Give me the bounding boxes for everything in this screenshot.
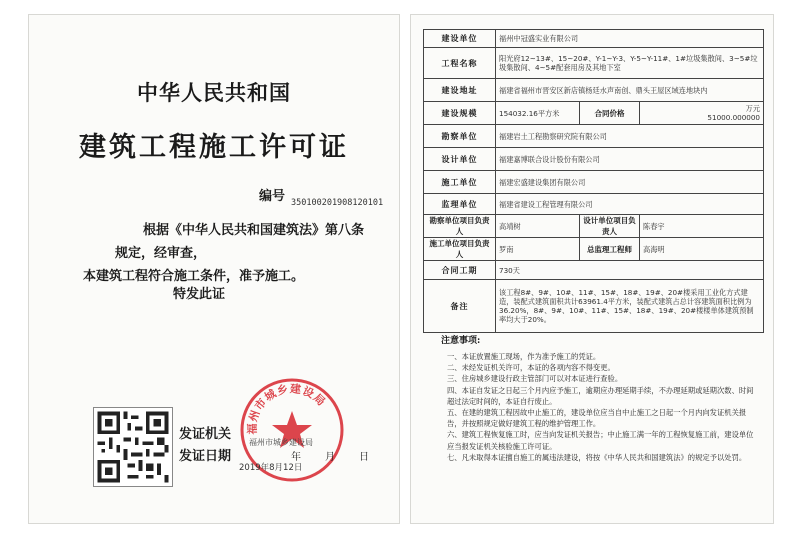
address-label: 建设地址 xyxy=(424,79,496,102)
list-item: 七、凡未取得本证擅自施工的属违法建设，将按《中华人民共和国建筑法》的规定予以处罚。 xyxy=(447,452,747,462)
construction-unit-value: 福州中冠盛实业有限公司 xyxy=(496,30,764,48)
survey-unit-value: 福建岩土工程勘察研究院有限公司 xyxy=(496,125,764,148)
survey-pm-value: 高靖树 xyxy=(496,215,580,238)
contract-price-unit: 万元 xyxy=(745,104,761,113)
remarks-label: 备注 xyxy=(424,280,496,333)
project-name-value: 阳光府12~13#、15~20#、Y-1~Y-3、Y-5~Y-11#、1#垃圾集散间、3~5#垃圾集散间、4~5#配套用房及其地下室 xyxy=(496,48,764,79)
builder-unit-label: 施工单位 xyxy=(424,171,496,194)
seal-text: 福州市城乡建设局 xyxy=(245,382,329,435)
table-row xyxy=(424,148,764,171)
statement-line-2: 本建筑工程符合施工条件，准予施工。 xyxy=(83,269,305,284)
project-info-table xyxy=(423,29,764,333)
certificate-title-country: 中华人民共和国 xyxy=(137,80,291,105)
table-row xyxy=(424,125,764,148)
table-row xyxy=(424,48,764,79)
certificate-number: 350100201908120101 xyxy=(291,198,384,208)
table-row xyxy=(424,238,764,261)
statement-line-1: 根据《中华人民共和国建筑法》第八条规定，经审查， xyxy=(115,223,365,261)
chief-supervisor-label: 总监理工程师 xyxy=(580,238,640,261)
month-char: 月 xyxy=(325,452,335,463)
notes-list xyxy=(447,351,755,463)
certificate-statement xyxy=(83,219,375,288)
issue-date-value: 2019年8月12日 xyxy=(239,463,303,473)
design-unit-value: 福建嘉博联合设计股份有限公司 xyxy=(496,148,764,171)
day-char: 日 xyxy=(359,452,369,463)
remarks-value: 该工程8#、9#、10#、11#、15#、18#、19#、20#楼采用工业化方式建造，装配式建筑面积共计63961.4平方米，装配式建筑占总计容建筑面积比例为36.20%，8#、9#、10#、11#、15#、18#、19#、20#楼楼单体建筑预制率均大于20%。 xyxy=(496,280,764,333)
builder-pm-value: 罗南 xyxy=(496,238,580,261)
table-row xyxy=(424,194,764,215)
survey-pm-label: 勘察单位项目负责人 xyxy=(424,215,496,238)
design-pm-label: 设计单位项目负责人 xyxy=(580,215,640,238)
table-row xyxy=(424,171,764,194)
special-issue-text: 特发此证 xyxy=(173,287,226,302)
issuer-label: 发证机关 xyxy=(179,427,232,442)
table-row xyxy=(424,30,764,48)
duration-value: 730天 xyxy=(496,261,764,280)
issuer-value: 福州市城乡建设局 xyxy=(249,438,313,447)
scale-value: 154032.16平方米 xyxy=(496,102,580,125)
scale-label: 建设规模 xyxy=(424,102,496,125)
notes-title: 注意事项: xyxy=(441,336,481,346)
builder-unit-value: 福建宏盛建设集团有限公司 xyxy=(496,171,764,194)
year-char: 年 xyxy=(291,452,301,463)
builder-pm-label: 施工单位项目负责人 xyxy=(424,238,496,261)
duration-label: 合同工期 xyxy=(424,261,496,280)
design-pm-value: 陈春宇 xyxy=(640,215,764,238)
list-item: 三、住房城乡建设行政主管部门可以对本证进行查验。 xyxy=(447,374,623,384)
supervision-unit-label: 监理单位 xyxy=(424,194,496,215)
certificate-details-page xyxy=(410,14,774,524)
list-item: 四、本证自发证之日起三个月内应予施工，逾期应办理延期手续，不办理延期或延期次数、时间超过法定时间的，本证自行废止。 xyxy=(447,385,754,406)
table-row xyxy=(424,102,764,125)
supervision-unit-value: 福建省建设工程管理有限公司 xyxy=(496,194,764,215)
address-value: 福建省福州市晋安区新店镇杨廷水声南创、鼎头王屋区域连地块内 xyxy=(496,79,764,102)
contract-price-value: 51000.000000 xyxy=(707,113,761,122)
qr-code xyxy=(93,407,173,487)
survey-unit-label: 勘察单位 xyxy=(424,125,496,148)
list-item: 六、建筑工程恢复施工时，应当向发证机关报告；中止施工满一年的工程恢复施工前，建设单位应当报发证机关核验施工许可证。 xyxy=(447,430,754,451)
number-label: 编号 xyxy=(259,189,286,204)
table-row xyxy=(424,215,764,238)
certificate-title: 建筑工程施工许可证 xyxy=(79,132,349,163)
table-row xyxy=(424,280,764,333)
list-item: 五、在建的建筑工程因故中止施工的，建设单位应当自中止施工之日起一个月内向发证机关报告，并按照规定做好建筑工程的维护管理工作。 xyxy=(447,408,747,429)
construction-unit-label: 建设单位 xyxy=(424,30,496,48)
list-item: 二、未经发证机关许可，本证的各项内容不得变更。 xyxy=(447,363,615,373)
contract-price-cell xyxy=(640,102,764,125)
design-unit-label: 设计单位 xyxy=(424,148,496,171)
contract-price-label: 合同价格 xyxy=(580,102,640,125)
table-row xyxy=(424,261,764,280)
chief-supervisor-value: 高海明 xyxy=(640,238,764,261)
issue-date-label: 发证日期 xyxy=(179,449,232,464)
certificate-front-page xyxy=(28,14,400,524)
table-row xyxy=(424,79,764,102)
list-item: 一、本证放置施工现场，作为准予施工的凭证。 xyxy=(447,352,601,361)
project-name-label: 工程名称 xyxy=(424,48,496,79)
